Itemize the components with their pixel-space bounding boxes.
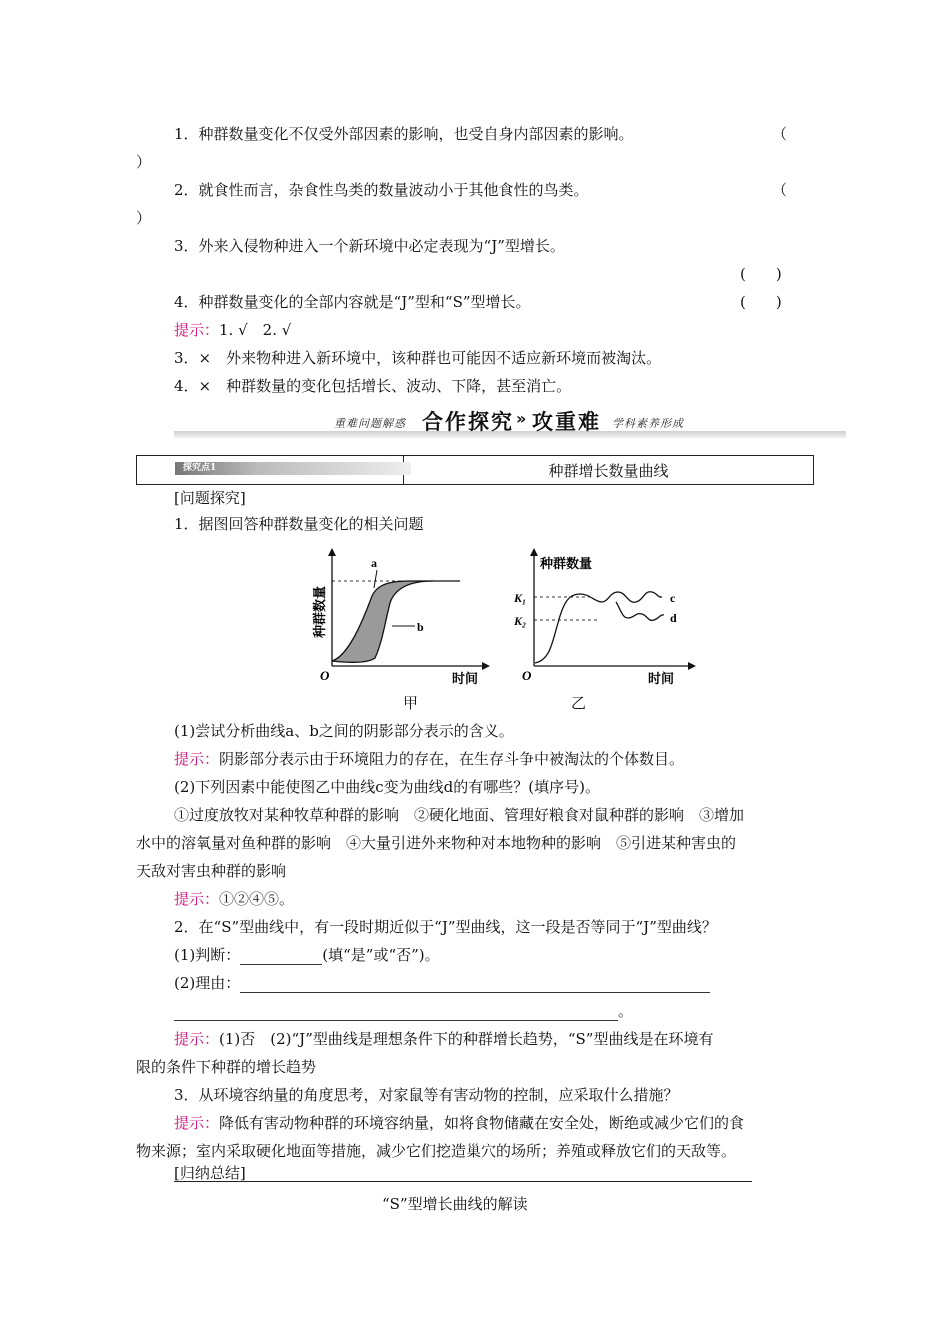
- yi-origin: O: [522, 668, 532, 683]
- yi-k2: K₂: [514, 614, 527, 628]
- judgment-1-paren-close: ）: [136, 153, 152, 171]
- jia-ylabel: 种群数量: [313, 585, 328, 639]
- judgment-3-paren: ( ): [740, 265, 782, 283]
- jia-a-pointer: [374, 570, 377, 588]
- population-figures: [300, 548, 700, 698]
- banner-arrow-icon: »: [516, 409, 529, 428]
- yi-ylabel: 种群数量: [540, 557, 593, 572]
- question-3-hint-line2: 物来源；室内采取硬化地面等措施，减少它们挖造巢穴的场所；养殖或释放它们的天敌等。: [136, 1142, 737, 1160]
- question-1-2-hint: 提示：①②④⑤。: [174, 890, 295, 908]
- judgment-explanation-4: 4．× 种群数量的变化包括增长、波动、下降，甚至消亡。: [174, 377, 572, 395]
- figure-yi: [513, 548, 696, 687]
- judge-blank[interactable]: [240, 948, 322, 965]
- figure-jia: [312, 548, 490, 687]
- summary-title: “S”型增长曲线的解读: [382, 1195, 528, 1213]
- summary-divider: [174, 1181, 752, 1182]
- jia-origin: O: [320, 668, 330, 683]
- option-line-3: 天敌对害虫种群的影响: [136, 862, 287, 880]
- question-1: 1．据图回答种群数量变化的相关问题: [174, 515, 424, 533]
- caption-jia: 甲: [403, 694, 419, 712]
- yi-label-c: c: [670, 591, 676, 605]
- jia-x-arrow-icon: [482, 662, 490, 670]
- question-2-hint: 提示：(1)否 (2)“J”型曲线是理想条件下的种群增长趋势，“S”型曲线是在环境有: [174, 1030, 714, 1048]
- banner-main2: 攻重难: [532, 410, 601, 434]
- explore-point-table: [136, 455, 814, 485]
- judgment-1-paren-open: （: [772, 125, 788, 143]
- question-2: 2．在“S”型曲线中，有一段时期近似于“J”型曲线，这一段是否等同于“J”型曲线？: [174, 918, 717, 936]
- reason-blank-2[interactable]: [174, 1004, 618, 1021]
- judgment-2-paren-close: ）: [136, 209, 152, 227]
- section-problem: [问题探究]: [174, 489, 246, 507]
- judgment-hint: 提示：1. √ 2. √: [174, 321, 292, 339]
- option-line-1: ①过度放牧对某种牧草种群的影响 ②硬化地面、管理好粮食对鼠种群的影响 ③增加: [174, 806, 745, 824]
- explore-title: 种群增长数量曲线: [548, 462, 669, 480]
- option-line-2: 水中的溶氧量对鱼种群的影响 ④大量引进外来物种对本地物种的影响 ⑤引进某种害虫的: [136, 834, 737, 852]
- explore-tag: 探究点1: [175, 462, 411, 475]
- explore-tag-cell: [137, 456, 404, 484]
- judgment-4-paren: ( ): [740, 293, 782, 311]
- yi-label-d: d: [670, 611, 677, 625]
- judgment-4: 4．种群数量变化的全部内容就是“J”型和“S”型增长。: [174, 293, 531, 311]
- banner-right-text: 学科素养形成: [612, 417, 684, 430]
- jia-label-a: a: [371, 556, 377, 570]
- yi-curve-d: [616, 602, 664, 620]
- reason-blank-1[interactable]: [240, 976, 710, 993]
- question-1-1: (1)尝试分析曲线a、b之间的阴影部分表示的含义。: [174, 722, 514, 740]
- banner-main: 合作探究: [422, 410, 514, 434]
- yi-k1: K₁: [514, 591, 527, 605]
- jia-xlabel: 时间: [452, 672, 479, 687]
- question-3: 3．从环境容纳量的角度思考，对家鼠等有害动物的控制，应采取什么措施？: [174, 1086, 679, 1104]
- judgment-3: 3．外来入侵物种进入一个新环境中必定表现为“J”型增长。: [174, 237, 565, 255]
- yi-x-arrow-icon: [688, 662, 696, 670]
- question-3-hint: 提示：降低有害动物种群的环境容纳量，如将食物储藏在安全处，断绝或减少它们的食: [174, 1114, 745, 1132]
- question-2-2: (2)理由：: [174, 973, 710, 993]
- yi-xlabel: 时间: [648, 672, 675, 687]
- section-banner: [174, 406, 846, 442]
- question-2-1: (1)判断： (填“是”或“否”)。: [174, 946, 440, 964]
- jia-label-b: b: [417, 620, 424, 634]
- yi-curve-c: [535, 592, 662, 663]
- section-summary: [归纳总结]: [174, 1164, 246, 1182]
- question-1-1-hint: 提示：阴影部分表示由于环境阻力的存在，在生存斗争中被淘汰的个体数目。: [174, 750, 685, 768]
- judgment-1: 1．种群数量变化不仅受外部因素的影响，也受自身内部因素的影响。: [174, 125, 634, 143]
- judgment-explanation-3: 3．× 外来物种进入新环境中，该种群也可能因不适应新环境而被淘汰。: [174, 349, 662, 367]
- question-2-hint-line2: 限的条件下种群的增长趋势: [136, 1058, 317, 1076]
- yi-y-arrow-icon: [530, 548, 538, 556]
- question-2-2-line2: 。: [174, 1001, 633, 1021]
- question-1-2: (2)下列因素中能使图乙中曲线c变为曲线d的有哪些？(填序号)。: [174, 778, 600, 796]
- banner-left-text: 重难问题解惑: [334, 417, 406, 430]
- jia-y-arrow-icon: [328, 548, 336, 556]
- caption-yi: 乙: [571, 694, 587, 712]
- judgment-2-paren-open: （: [772, 181, 788, 199]
- judgment-2: 2．就食性而言，杂食性鸟类的数量波动小于其他食性的鸟类。: [174, 181, 589, 199]
